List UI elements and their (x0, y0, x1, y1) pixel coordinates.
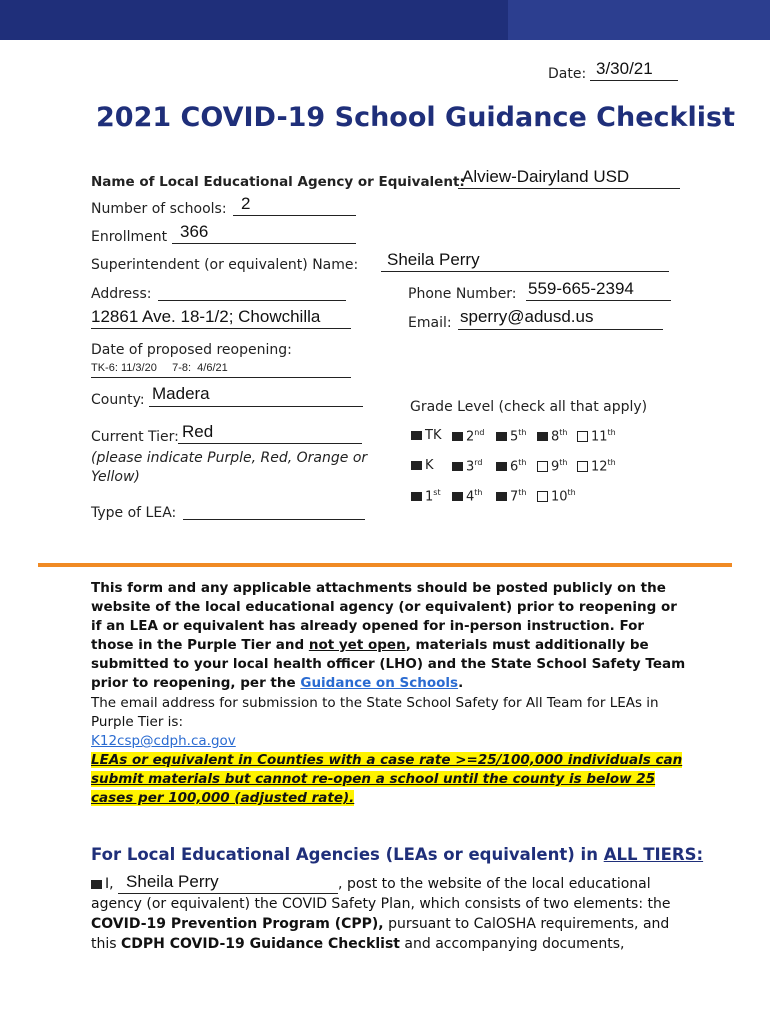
all-tiers-heading (91, 845, 703, 864)
notice-text-d: . (458, 675, 464, 691)
superintendent-field[interactable]: Sheila Perry (387, 250, 480, 269)
grade-checkbox-tk[interactable] (411, 428, 441, 443)
grade-checkbox-1[interactable] (411, 488, 441, 504)
grade-checkbox-8[interactable] (537, 428, 568, 444)
email-link[interactable]: K12csp@cdph.ca.gov (91, 733, 236, 749)
grade-label: 2 (466, 429, 475, 445)
all-tiers-heading-text: For Local Educational Agencies (LEAs or equivalent) in (91, 845, 604, 864)
grade-label: 4 (466, 489, 475, 505)
tier-note: (please indicate Purple, Red, Orange or Yellow) (91, 450, 368, 485)
email-field[interactable]: sperry@adusd.us (460, 307, 594, 326)
case-rate-notice: LEAs or equivalent in Counties with a case rate >=25/100,000 individuals can submit materials but cannot re-open a school until the county is below 25 cases per 100,000 (adjusted rate). (91, 752, 683, 806)
county-label: County: (91, 392, 145, 408)
attestation-prefix: I, (105, 876, 114, 892)
grade-level-label: Grade Level (check all that apply) (410, 399, 648, 415)
lea-name-field[interactable]: Alview-Dairyland USD (462, 167, 630, 186)
email-underline (458, 329, 663, 330)
attestation-text-c: pursuant to CalOSHA requirements, and this (91, 916, 670, 952)
grade-suffix: th (518, 458, 527, 467)
grade-label: 10 (551, 489, 568, 505)
grade-suffix: th (607, 428, 616, 437)
grade-label: 1 (425, 489, 434, 505)
attestation-name-line[interactable] (118, 872, 338, 894)
checked-box-icon[interactable] (452, 462, 463, 471)
superintendent-label: Superintendent (or equivalent) Name: (91, 257, 359, 273)
grade-suffix: st (433, 488, 441, 497)
attestation-text-e: and accompanying documents, (399, 936, 625, 952)
grade-label: 3 (466, 459, 475, 475)
enrollment-underline (172, 243, 356, 244)
grade-suffix: th (559, 428, 568, 437)
enrollment-label: Enrollment (91, 229, 168, 245)
all-tiers-emphasis: ALL TIERS: (603, 845, 704, 864)
grade-suffix: th (518, 428, 527, 437)
checked-box-icon[interactable] (411, 431, 422, 440)
address-underline-1 (158, 300, 346, 301)
grade-label: 8 (551, 429, 560, 445)
grade-label: TK (425, 428, 442, 443)
grade-checkbox-4[interactable] (452, 488, 483, 504)
address-label: Address: (91, 286, 152, 302)
date-underline (590, 80, 678, 81)
empty-box-icon[interactable] (537, 461, 548, 472)
grade-suffix: th (474, 488, 483, 497)
checked-box-icon[interactable] (537, 432, 548, 441)
grade-label: 9 (551, 459, 560, 475)
phone-underline (526, 300, 671, 301)
checked-box-icon[interactable] (452, 492, 463, 501)
checked-box-icon[interactable] (452, 432, 463, 441)
grade-checkbox-12[interactable] (577, 458, 616, 474)
superintendent-underline (381, 271, 669, 272)
grade-suffix: th (518, 488, 527, 497)
grade-checkbox-7[interactable] (496, 488, 527, 504)
attestation-name-field[interactable]: Sheila Perry (126, 872, 219, 891)
checked-box-icon[interactable] (411, 461, 422, 470)
grade-suffix: th (567, 488, 576, 497)
empty-box-icon[interactable] (537, 491, 548, 502)
grade-suffix: th (607, 458, 616, 467)
grade-label: 12 (591, 459, 608, 475)
reopening-underline (91, 377, 351, 378)
top-banner-accent (508, 0, 770, 40)
grade-suffix: th (559, 458, 568, 467)
lea-name-label: Name of Local Educational Agency or Equivalent: (91, 174, 465, 190)
reopening-field[interactable]: TK-6: 11/3/20 7-8: 4/6/21 (91, 362, 228, 374)
grade-label: 5 (510, 429, 519, 445)
county-underline (149, 406, 363, 407)
notice-not-yet-open: not yet open (308, 637, 406, 653)
date-field[interactable]: 3/30/21 (596, 59, 653, 78)
tier-label: Current Tier: (91, 429, 179, 445)
schools-field[interactable]: 2 (241, 194, 251, 213)
tier-underline (178, 443, 362, 444)
phone-label: Phone Number: (408, 286, 517, 302)
checked-box-icon[interactable] (496, 492, 507, 501)
reopening-label: Date of proposed reopening: (91, 342, 292, 358)
county-field[interactable]: Madera (152, 384, 210, 403)
schools-underline (233, 215, 356, 216)
grade-checkbox-10[interactable] (537, 488, 576, 504)
phone-field[interactable]: 559-665-2394 (528, 279, 634, 298)
checked-box-icon[interactable] (496, 462, 507, 471)
notice-paragraph (91, 579, 691, 693)
lea-name-underline (458, 188, 680, 189)
lea-type-label: Type of LEA: (91, 505, 177, 521)
grade-suffix: nd (474, 428, 485, 437)
attestation-checkbox[interactable] (91, 880, 102, 889)
empty-box-icon[interactable] (577, 431, 588, 442)
grade-checkbox-11[interactable] (577, 428, 616, 444)
date-label: Date: (548, 66, 587, 82)
attestation-paragraph (91, 874, 691, 954)
lea-type-underline[interactable] (183, 519, 365, 520)
guidance-link[interactable]: Guidance on Schools (300, 675, 459, 691)
address-field[interactable]: 12861 Ave. 18-1/2; Chowchilla (91, 307, 321, 326)
section-divider (38, 563, 732, 567)
grade-checkbox-6[interactable] (496, 458, 527, 474)
enrollment-field[interactable]: 366 (180, 222, 209, 241)
grade-checkbox-3[interactable] (452, 458, 483, 474)
grade-checkbox-5[interactable] (496, 428, 527, 444)
grade-suffix: rd (474, 458, 483, 467)
email-label: Email: (408, 315, 452, 331)
grade-checkbox-k[interactable] (411, 458, 434, 473)
address-underline-2 (91, 328, 351, 329)
empty-box-icon[interactable] (577, 461, 588, 472)
submission-paragraph: The email address for submission to the State School Safety for All Team for LEAs in Purple Tier is: (91, 695, 659, 730)
checked-box-icon[interactable] (496, 432, 507, 441)
notice-text-c: , materials must additionally be submitted to your local health officer (LHO) and the State School Safety Team prior to reopening, per the (91, 637, 686, 691)
grade-checkbox-9[interactable] (537, 458, 568, 474)
grade-label: 6 (510, 459, 519, 475)
grade-label: K (425, 458, 434, 473)
attestation-text-a: , post to the website of the local educational agency (or equivalent) the COVID Safety Plan, which consists of two elements: the (91, 876, 671, 912)
notice-text-a: This form and any applicable attachments should be posted publicly on the website of the local educational agency (or equivalent) prior to reopening or if an LEA or equivalent has already opened for in-person instruction. For those in the Purple Tier and (91, 580, 677, 653)
attestation-cpp: COVID-19 Prevention Program (CPP), (91, 916, 384, 932)
schools-label: Number of schools: (91, 201, 227, 217)
grade-label: 11 (591, 429, 608, 445)
page-title: 2021 COVID-19 School Guidance Checklist (96, 102, 735, 133)
tier-field[interactable]: Red (182, 422, 214, 441)
grade-label: 7 (510, 489, 519, 505)
attestation-checklist: CDPH COVID-19 Guidance Checklist (121, 936, 400, 952)
checked-box-icon[interactable] (411, 492, 422, 501)
top-banner (0, 0, 770, 40)
grade-checkbox-2[interactable] (452, 428, 484, 444)
